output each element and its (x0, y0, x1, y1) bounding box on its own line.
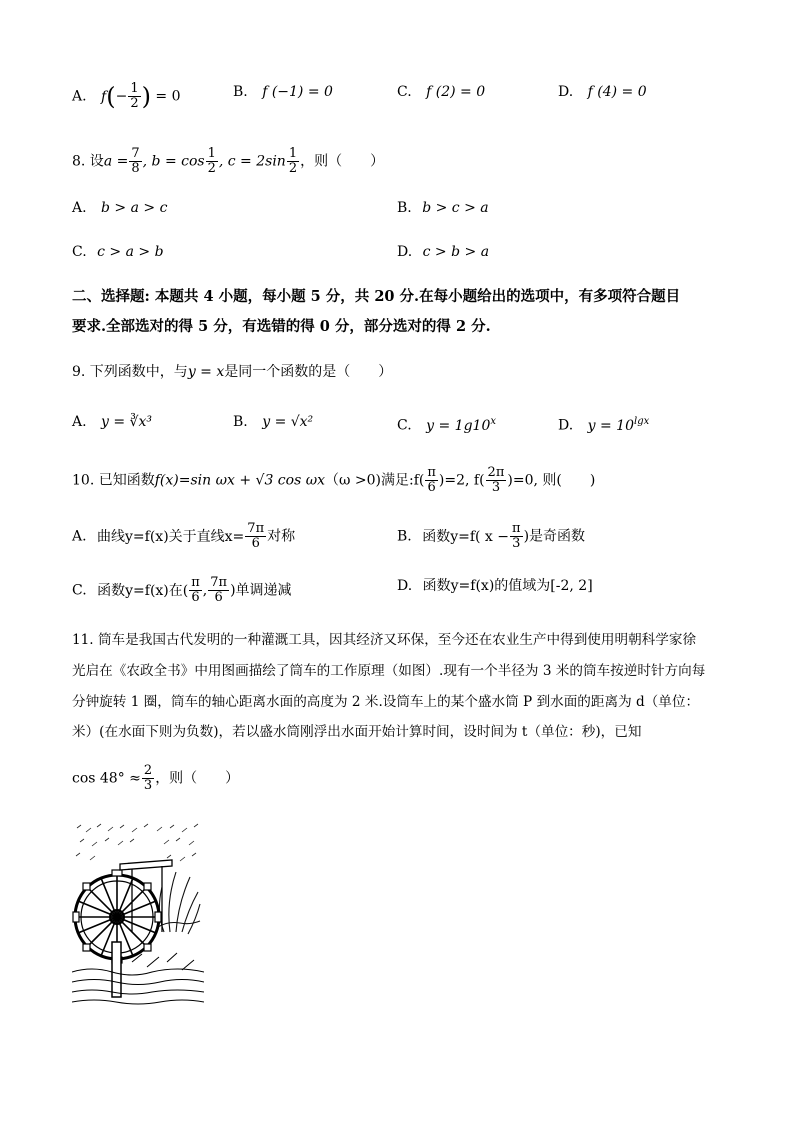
q7-option-d[interactable]: D. f (4) = 0 (558, 84, 647, 100)
fraction: $\frac{7}{8}$ (131, 146, 140, 176)
q10-option-c[interactable]: C. 函数y=f(x)在( $\frac{\pi}{6}$ , $\frac{7\pi}{6}$ )单调递减 (72, 575, 292, 605)
fraction: $\frac{2}{3}$ (143, 763, 153, 793)
water-wheel-illustration (72, 822, 204, 1007)
q10-option-d[interactable]: D. 函数y=f(x)的值域为[-2, 2] (397, 578, 593, 594)
fraction: $\frac{1}{2}$ (130, 81, 139, 111)
fraction: $\frac{1}{2}$ (207, 146, 216, 176)
q7-option-a[interactable]: A. f(− $\frac{1}{2}$ ) = 0 (72, 81, 181, 111)
fraction: $\frac{2\pi}{3}$ (487, 465, 505, 495)
q9-option-a[interactable]: A. y = ∛x³ (72, 414, 152, 430)
q8-option-c[interactable]: C. c > a > b (72, 244, 164, 260)
fraction: $\frac{\pi}{6}$ (427, 465, 436, 495)
q11-line1: 11. 筒车是我国古代发明的一种灌溉工具，因其经济又环保，至今还在农业生产中得到使用明朝科学家徐 (72, 632, 697, 648)
q10-option-a[interactable]: A. 曲线y=f(x)关于直线x= $\frac{7\pi}{6}$ 对称 (72, 521, 296, 551)
fraction: $\frac{7\pi}{6}$ (210, 575, 228, 605)
q9-stem: 9. 下列函数中，与y = x是同一个函数的是（ ） (72, 364, 393, 380)
q11-line3: 分钟旋转 1 圈，筒车的轴心距离水面的高度为 2 米.设筒车上的某个盛水筒 P 到水面的距离为 d（单位： (72, 694, 700, 710)
q7-option-b[interactable]: B. f (−1) = 0 (233, 84, 333, 100)
q8-option-d[interactable]: D. c > b > a (397, 244, 490, 260)
q11-cos-line: cos 48° ≈ $\frac{2}{3}$ ，则（ ） (72, 763, 240, 793)
q9-option-c[interactable]: C. $y = 1g10^x$ (397, 416, 496, 434)
q11-line4: 米）(在水面下则为负数)，若以盛水筒刚浮出水面开始计算时间，设时间为 t（单位：秒)，已知 (72, 724, 642, 740)
fraction: $\frac{7\pi}{6}$ (247, 521, 265, 551)
q10-stem: 10. 已知函数f(x)=sin ωx + √3 cos ωx（ω >0)满足:f( $\frac{\pi}{6}$ )=2, f( $\frac{2\pi}{3}$ )=0, 则( ) (72, 465, 596, 495)
q8-option-b[interactable]: B. b > c > a (397, 200, 489, 216)
fraction: $\frac{1}{2}$ (288, 146, 298, 176)
q8-stem: 8. 设a = $\frac{7}{8}$ , b = cos $\frac{1}{2}$ , c = 2sin $\frac{1}{2}$ ，则（ ） (72, 146, 385, 176)
fraction: $\frac{\pi}{6}$ (191, 575, 200, 605)
q11-line2: 光启在《农政全书》中用图画描绘了筒车的工作原理（如图）.现有一个半径为 3 米的筒车按逆时针方向每 (72, 663, 706, 679)
q9-option-b[interactable]: B. y = √x² (233, 414, 314, 430)
q8-option-a[interactable]: A. b > a > c (72, 200, 168, 216)
q7-option-c[interactable]: C. f (2) = 0 (397, 84, 486, 100)
section-heading-line2: 要求.全部选对的得 5 分，有选错的得 0 分，部分选对的得 2 分. (72, 318, 491, 335)
fraction: $\frac{\pi}{3}$ (512, 521, 521, 551)
q10-option-b[interactable]: B. 函数y=f( x − $\frac{\pi}{3}$ )是奇函数 (397, 521, 586, 551)
section-heading-line1: 二、选择题: 本题共 4 小题，每小题 5 分，共 20 分.在每小题给出的选项中，有多项符合题目 (72, 288, 681, 305)
q9-option-d[interactable]: D. $y = 10^{lgx}$ (558, 416, 650, 434)
